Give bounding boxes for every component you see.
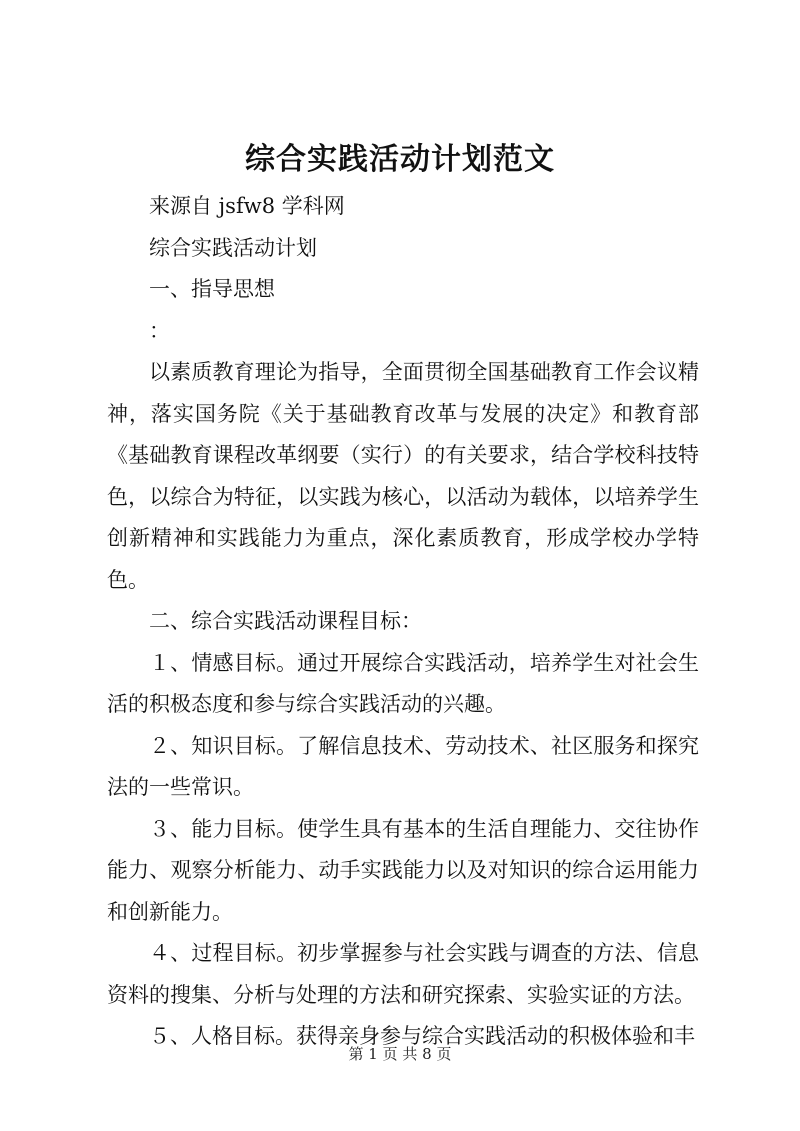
colon-line: ： — [149, 318, 170, 343]
page-footer — [0, 1044, 800, 1064]
paragraph-goal-emotion: １、情感目标。通过开展综合实践活动，培养学生对社会生活的积极态度和参与综合实践活动的兴趣。 — [107, 650, 699, 716]
paragraph-goal-ability: ３、能力目标。使学生具有基本的生活自理能力、交往协作能力、观察分析能力、动手实践能力以及对知识的综合运用能力和创新能力。 — [107, 816, 699, 924]
paragraph-goal-knowledge: ２、知识目标。了解信息技术、劳动技术、社区服务和探究法的一些常识。 — [107, 733, 699, 799]
plan-heading: 综合实践活动计划 — [149, 235, 317, 260]
paragraph-goal-personality: ５、人格目标。获得亲身参与综合实践活动的积极体验和丰 — [149, 1024, 695, 1048]
document-body — [107, 186, 699, 1058]
source-line: 来源自 jsfw8 学科网 — [149, 194, 345, 218]
paragraph-guiding-thought: 以素质教育理论为指导，全面贯彻全国基础教育工作会议精神，落实国务院《关于基础教育改革与发展的决定》和教育部《基础教育课程改革纲要（实行）的有关要求，结合学校科技特色，以综合为特征，以实践为核心，以活动为载体，以培养学生创新精神和实践能力为重点，深化素质教育，形成学校办学特色。 — [107, 360, 699, 592]
page-number-label: 第 1 页 共 8 页 — [348, 1045, 452, 1063]
document-title: 综合实践活动计划范文 — [245, 142, 555, 177]
paragraph-goal-process: ４、过程目标。初步掌握参与社会实践与调查的方法、信息资料的搜集、分析与处理的方法和研究探索、实验实证的方法。 — [107, 941, 699, 1007]
section-heading-course-goals: 二、综合实践活动课程目标： — [149, 609, 422, 633]
section-heading-guiding-thought: 一、指导思想 — [149, 277, 275, 301]
